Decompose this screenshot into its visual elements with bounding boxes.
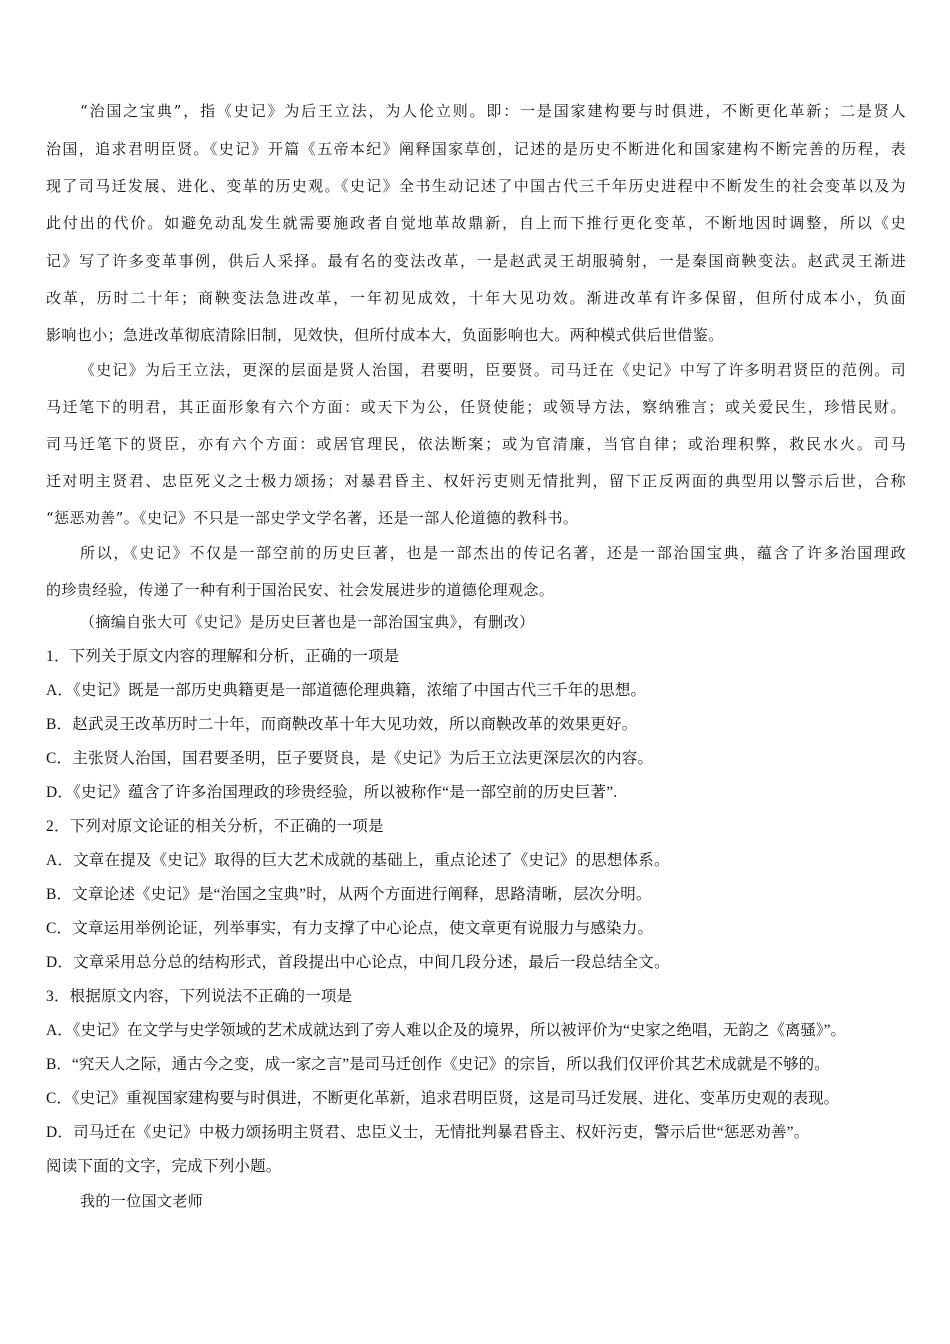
passage-p3-line: 的珍贵经验，传递了一种有利于国治民安、社会发展进步的道德伦理观念。 <box>46 581 555 599</box>
question-3-stem: 3．根据原文内容，下列说法不正确的一项是 <box>46 988 353 1005</box>
passage-p2-line: “惩恶劝善”。《史记》不只是一部史学文学名著，还是一部人伦道德的教科书。 <box>46 509 579 527</box>
question-2-option-a: A．文章在提及《史记》取得的巨大艺术成就的基础上，重点论述了《史记》的思想体系。 <box>46 852 670 869</box>
passage-source: （摘编自张大可《史记》是历史巨著也是一部治国宝典》，有删改） <box>80 613 535 631</box>
passage-p1-line: 此付出的代价。如避免动乱发生就需要施政者自觉地革故鼎新，自上而下推行更化变革，不断地因时调整，所以《史 <box>46 214 906 232</box>
reading-instruction: 阅读下面的文字，完成下列小题。 <box>46 1158 282 1175</box>
passage-p3-line: 所以，《史记》不仅是一部空前的历史巨著，也是一部杰出的传记名著，还是一部治国宝典，蕴含了许多治国理政 <box>80 544 906 562</box>
next-passage-title: 我的一位国文老师 <box>80 1192 204 1210</box>
question-1-stem: 1．下列关于原文内容的理解和分析，正确的一项是 <box>46 648 400 665</box>
question-2-option-d: D．文章采用总分总的结构形式，首段提出中心论点，中间几段分述，最后一段总结全文。 <box>46 954 670 971</box>
passage-p1-line: 治国，追求君明臣贤。《史记》开篇《五帝本纪》阐释国家草创，记述的是历史不断进化和国家建构不断完善的历程，表 <box>46 140 906 158</box>
passage-p2-line: 司马迁笔下的贤臣，亦有六个方面：或居官理民，依法断案；或为官清廉，当官自律；或治理积弊，救民水火。司马 <box>46 435 906 453</box>
question-1-option-b: B．赵武灵王改革历时二十年，而商鞅改革十年大见功效，所以商鞅改革的效果更好。 <box>46 716 638 733</box>
passage-p2-line: 《史记》为后王立法，更深的层面是贤人治国，君要明，臣要贤。司马迁在《史记》中写了许多明君贤臣的范例。司 <box>80 361 906 379</box>
question-3-option-d: D．司马迁在《史记》中极力颂扬明主贤君、忠臣义士，无情批判暴君昏主、权奸污吏，警示后世“惩恶劝善”。 <box>46 1124 810 1141</box>
passage-p1-line: 现了司马迁发展、进化、变革的历史观。《史记》全书生动记述了中国古代三千年历史进程中不断发生的社会变革以及为 <box>46 177 906 195</box>
question-3-option-b: B．“究天人之际，通古今之变，成一家之言”是司马迁创作《史记》的宗旨，所以我们仅评价其艺术成就是不够的。 <box>46 1056 830 1073</box>
question-2-stem: 2．下列对原文论证的相关分析，不正确的一项是 <box>46 818 384 835</box>
question-1-option-a: A．《史记》既是一部历史典籍更是一部道德伦理典籍，浓缩了中国古代三千年的思想。 <box>46 682 647 699</box>
question-1-option-d: D．《史记》蕴含了许多治国理政的珍贵经验，所以被称作“是一部空前的历史巨著”. <box>46 784 618 801</box>
passage-p1-line: 影响也小；急进改革彻底清除旧制，见效快，但所付成本大，负面影响也大。两种模式供后世借鉴。 <box>46 326 724 344</box>
question-3-option-a: A．《史记》在文学与史学领域的艺术成就达到了旁人难以企及的境界，所以被评价为“史家之绝唱，无韵之《离骚》”。 <box>46 1022 846 1039</box>
passage-p1-line: 记》写了许多变革事例，供后人采择。最有名的变法改革，一是赵武灵王胡服骑射，一是秦国商鞅变法。赵武灵王渐进 <box>46 252 906 270</box>
passage-p1-line: “治国之宝典”，指《史记》为后王立法，为人伦立则。即：一是国家建构要与时俱进，不断更化革新；二是贤人 <box>80 102 906 120</box>
passage-p2-line: 迁对明主贤君、忠臣死义之士极力颂扬；对暴君昏主、权奸污吏则无情批判，留下正反两面的典型用以警示后世，合称 <box>46 472 906 490</box>
question-2-option-c: C．文章运用举例论证，列举事实，有力支撑了中心论点，使文章更有说服力与感染力。 <box>46 920 654 937</box>
passage-p2-line: 马迁笔下的明君，其正面形象有六个方面：或天下为公，任贤使能；或领导方法，察纳雅言；或关爱民生，珍惜民财。 <box>46 398 906 416</box>
question-1-option-c: C．主张贤人治国，国君要圣明，臣子要贤良，是《史记》为后王立法更深层次的内容。 <box>46 750 654 767</box>
question-3-option-c: C．《史记》重视国家建构要与时俱进，不断更化革新，追求君明臣贤，这是司马迁发展、进化、变革历史观的表现。 <box>46 1090 840 1107</box>
passage-p1-line: 改革，历时二十年；商鞅变法急进改革，一年初见成效，十年大见功效。渐进改革有许多保留，但所付成本小，负面 <box>46 289 906 307</box>
question-2-option-b: B．文章论述《史记》是“治国之宝典”时，从两个方面进行阐释，思路清晰，层次分明。 <box>46 886 652 903</box>
